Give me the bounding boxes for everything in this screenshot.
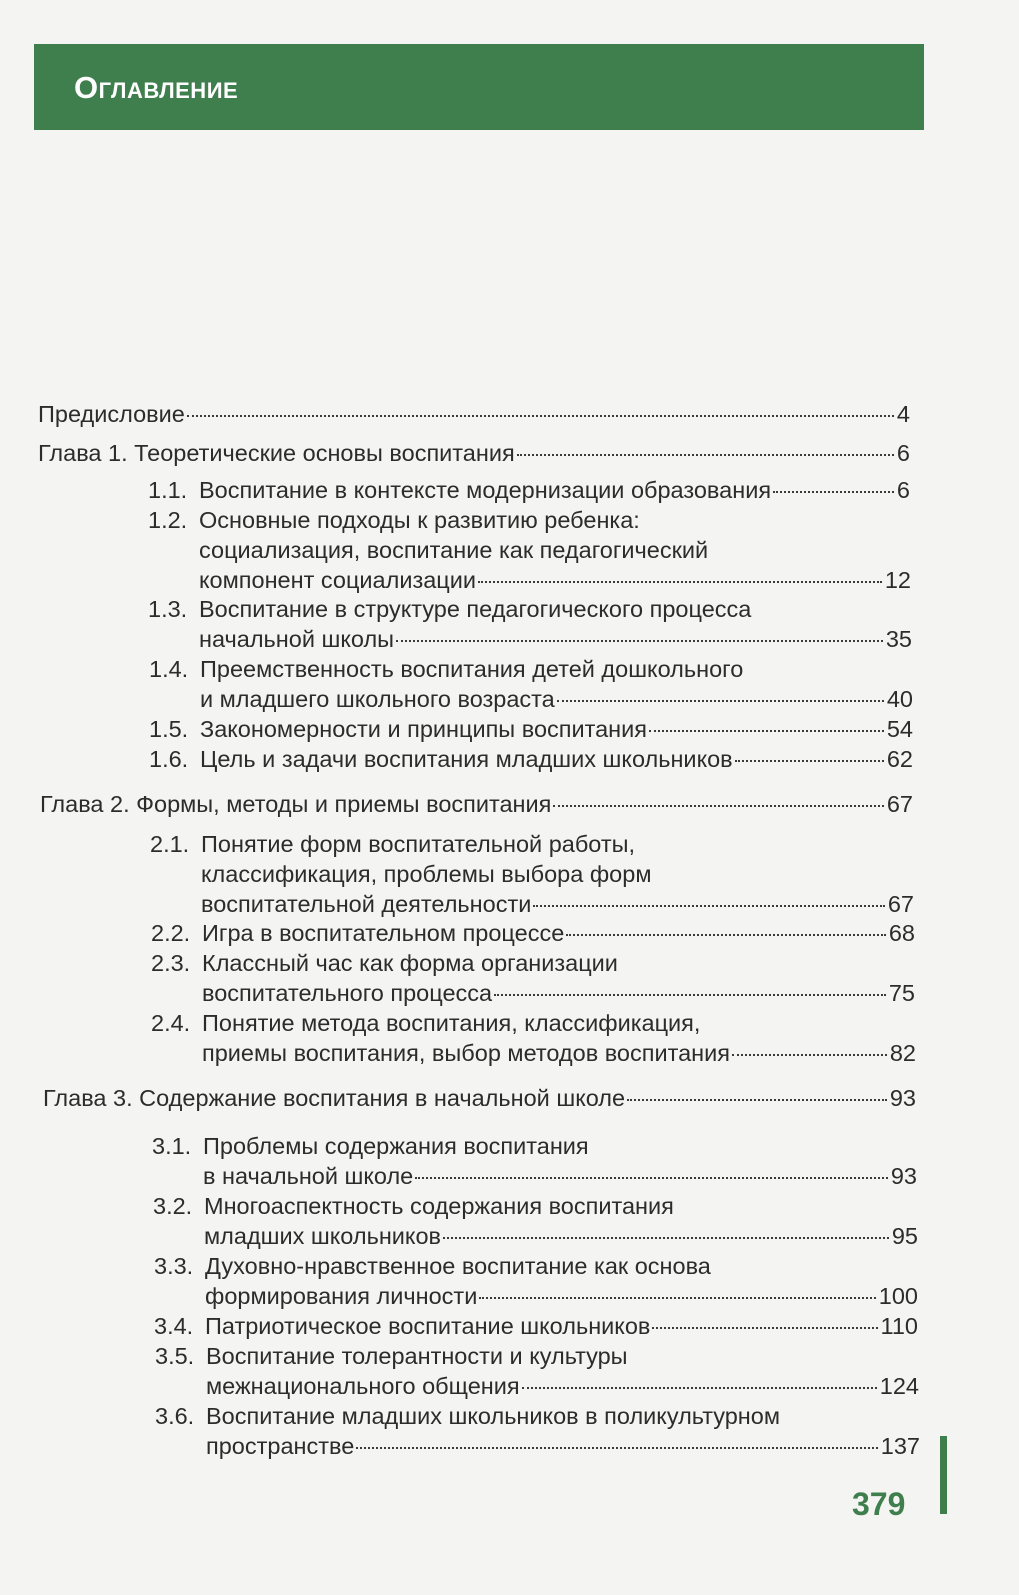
dot-leader: [415, 1177, 888, 1179]
toc-entry-line: [201, 859, 651, 889]
toc-entry-line: [153, 1191, 674, 1221]
toc-entry-number: 1.3.: [148, 596, 188, 622]
toc-entry-title: социализация, воспитание как педагогический: [199, 537, 709, 563]
toc-entry-line: [148, 594, 751, 624]
dot-leader: [517, 454, 894, 456]
toc-entry-title: классификация, проблемы выбора форм: [201, 861, 652, 887]
dot-leader: [553, 805, 883, 807]
toc-entry-line: [150, 829, 635, 859]
dot-leader: [533, 905, 885, 907]
toc-page-number: 12: [884, 567, 911, 593]
dot-leader: [396, 640, 883, 642]
toc-entry-number: 2.1.: [150, 831, 190, 857]
toc-entry[interactable]: [206, 1431, 920, 1461]
dot-leader: [735, 760, 884, 762]
dot-leader: [649, 730, 884, 732]
toc-entry-title: Преемственность воспитания детей дошкольного: [200, 656, 744, 682]
toc-entry-title: Игра в воспитательном процессе: [202, 920, 565, 946]
toc-page-number: 6: [896, 440, 910, 466]
toc-entry-number: 3.2.: [153, 1193, 193, 1219]
toc-entry[interactable]: [201, 889, 914, 919]
toc-entry-title: межнационального общения: [206, 1373, 520, 1399]
dot-leader: [627, 1099, 887, 1101]
toc-entry[interactable]: [205, 1281, 918, 1311]
toc-entry-line: [199, 535, 708, 565]
toc-entry-line: [149, 654, 743, 684]
toc-entry-number: 3.3.: [154, 1253, 194, 1279]
toc-entry-title: младших школьников: [204, 1223, 442, 1249]
dot-leader: [187, 415, 894, 417]
toc-page-number: 93: [890, 1163, 917, 1189]
toc-entry-number: 2.2.: [151, 920, 191, 946]
dot-leader: [356, 1447, 877, 1449]
toc-entry-title: Многоаспектность содержания воспитания: [204, 1193, 674, 1219]
toc-entry-title: Предисловие: [38, 401, 185, 427]
toc-entry[interactable]: [149, 744, 913, 774]
toc-entry-title: Патриотическое воспитание школьников: [205, 1313, 651, 1339]
toc-entry-line: [152, 1131, 589, 1161]
toc-chapter[interactable]: [38, 399, 910, 429]
toc-entry-number: 3.5.: [155, 1343, 195, 1369]
toc-entry-title: приемы воспитания, выбор методов воспитания: [202, 1040, 731, 1066]
toc-entry-title: воспитательной деятельности: [201, 891, 532, 917]
toc-page-number: 93: [889, 1085, 916, 1111]
toc-entry[interactable]: [151, 918, 915, 948]
toc-entry-title: Духовно-нравственное воспитание как основа: [205, 1253, 711, 1279]
toc-chapter[interactable]: [40, 789, 913, 819]
toc-page-number: 40: [886, 686, 913, 712]
toc-page-number: 4: [896, 401, 910, 427]
toc-page-number: 95: [891, 1223, 918, 1249]
toc-page-number: 137: [880, 1433, 920, 1459]
dot-leader: [773, 491, 894, 493]
dot-leader: [479, 1297, 875, 1299]
toc-entry-title: пространстве: [206, 1433, 355, 1459]
toc-entry-title: Цель и задачи воспитания младших школьников: [200, 746, 733, 772]
toc-entry[interactable]: [200, 684, 913, 714]
toc-chapter[interactable]: [38, 438, 910, 468]
toc-entry-title: Глава 3. Содержание воспитания в начальной школе: [43, 1085, 626, 1111]
toc-entry-title: и младшего школьного возраста: [200, 686, 555, 712]
dot-leader: [443, 1237, 889, 1239]
toc-entry-title: формирования личности: [205, 1283, 478, 1309]
toc-entry-line: [151, 1008, 700, 1038]
toc-entry-title: воспитательного процесса: [202, 980, 493, 1006]
toc-entry-title: Глава 2. Формы, методы и приемы воспитания: [40, 791, 552, 817]
dot-leader: [652, 1327, 877, 1329]
toc-entry-title: Воспитание младших школьников в поликультурном: [206, 1403, 780, 1429]
toc-entry-number: 3.1.: [152, 1133, 192, 1159]
toc-entry-line: [155, 1401, 780, 1431]
toc-entry[interactable]: [202, 1038, 916, 1068]
toc-entry[interactable]: [202, 978, 915, 1008]
toc-page-number: 110: [880, 1313, 918, 1339]
toc-entry-title: Понятие форм воспитательной работы,: [201, 831, 636, 857]
toc-chapter[interactable]: [43, 1083, 916, 1113]
toc-page-number: 100: [878, 1283, 918, 1309]
dot-leader: [494, 994, 886, 996]
toc-entry-number: 2.4.: [151, 1010, 191, 1036]
dot-leader: [557, 700, 884, 702]
toc-entry-line: [151, 948, 618, 978]
toc-page-number: 62: [886, 746, 913, 772]
toc-page-number: 67: [886, 791, 913, 817]
toc-page-number: 35: [885, 626, 912, 652]
toc-entry-number: 1.6.: [149, 746, 189, 772]
toc-entry-title: Закономерности и принципы воспитания: [200, 716, 648, 742]
toc-entry[interactable]: [149, 714, 913, 744]
toc-entry-line: [154, 1251, 711, 1281]
toc-entry-number: 1.1.: [148, 477, 188, 503]
toc-entry-title: компонент социализации: [199, 567, 477, 593]
header-banner: [34, 44, 924, 130]
toc-entry-title: Глава 1. Теоретические основы воспитания: [38, 440, 515, 466]
toc-entry[interactable]: [199, 624, 912, 654]
page-number: 379: [852, 1486, 906, 1522]
toc-entry[interactable]: [199, 565, 911, 595]
toc-entry-title: Классный час как форма организации: [202, 950, 618, 976]
dot-leader: [478, 581, 882, 583]
toc-entry-number: 1.5.: [149, 716, 189, 742]
dot-leader: [732, 1054, 887, 1056]
folio-bar: [940, 1436, 947, 1514]
toc-page-number: 68: [888, 920, 915, 946]
toc-entry[interactable]: [148, 475, 910, 505]
toc-entry-number: 1.4.: [149, 656, 189, 682]
toc-entry[interactable]: [154, 1311, 918, 1341]
toc-entry[interactable]: [204, 1221, 918, 1251]
toc-entry[interactable]: [203, 1161, 917, 1191]
toc-entry-line: [155, 1341, 628, 1371]
toc-page-number: 82: [889, 1040, 916, 1066]
toc-entry-title: Воспитание толерантности и культуры: [206, 1343, 628, 1369]
toc-entry-line: [148, 505, 640, 535]
toc-entry-title: Основные подходы к развитию ребенка:: [199, 507, 640, 533]
toc-entry-number: 3.6.: [155, 1403, 195, 1429]
toc-page-number: 6: [896, 477, 910, 503]
toc-entry-title: в начальной школе: [203, 1163, 414, 1189]
toc-entry-title: Воспитание в контексте модернизации образования: [199, 477, 772, 503]
toc-entry[interactable]: [206, 1371, 919, 1401]
toc-entry-number: 1.2.: [148, 507, 188, 533]
toc-entry-title: Понятие метода воспитания, классификация,: [202, 1010, 701, 1036]
dot-leader: [566, 934, 886, 936]
toc-entry-number: 3.4.: [154, 1313, 194, 1339]
toc-page-number: 67: [887, 891, 914, 917]
toc-page-number: 124: [879, 1373, 919, 1399]
page-title: Оглавление: [74, 70, 239, 105]
toc-entry-title: Воспитание в структуре педагогического процесса: [199, 596, 752, 622]
toc-page-number: 54: [886, 716, 913, 742]
toc-page-number: 75: [888, 980, 915, 1006]
toc-entry-title: Проблемы содержания воспитания: [203, 1133, 589, 1159]
toc-entry-title: начальной школы: [199, 626, 395, 652]
toc-entry-number: 2.3.: [151, 950, 191, 976]
dot-leader: [522, 1387, 877, 1389]
